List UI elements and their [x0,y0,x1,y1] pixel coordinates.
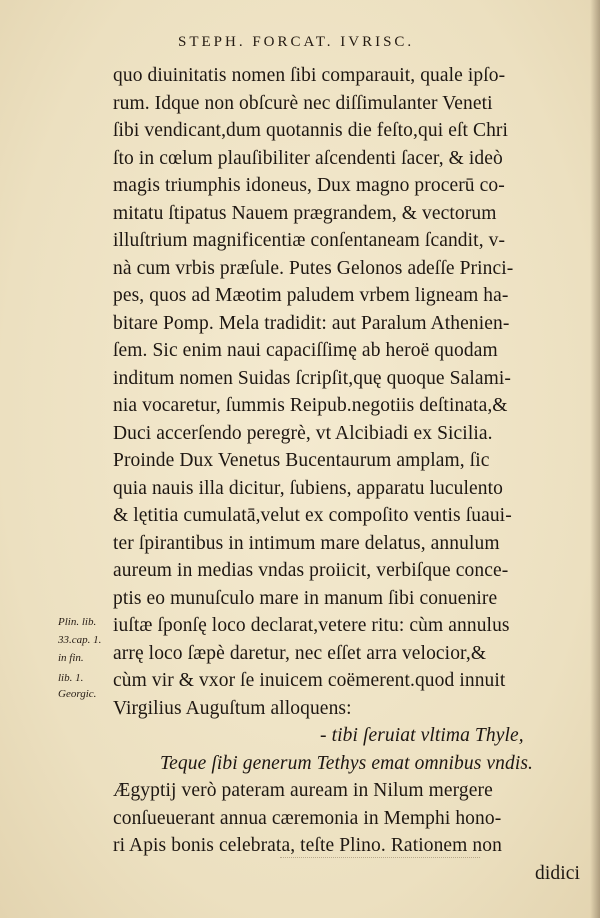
text-line: rum. Idque non obſcurè nec diſſimulanter Veneti [113,92,493,114]
text-line: aureum in medias vndas proiicit, verbiſque conce- [113,560,509,581]
text-line: magis triumphis idoneus, Dux magno procerū co- [113,175,505,196]
text-line: conſueuerant annua cæremonia in Memphi hono- [113,807,502,829]
verse-line: Teque ſibi generum Tethys emat omnibus vndis. [160,752,534,774]
text-line: inditum nomen Suidas ſcripſit,quę quoque Salami- [113,367,511,389]
margin-note-georg-2: Georgic. [58,688,97,700]
margin-note-plin-3: in fin. [58,652,84,664]
text-line: ſibi vendicant,dum quotannis die feſto,qui eſt Chri [113,120,509,141]
text-line: quo diuinitatis nomen ſibi comparauit, quale ipſo- [113,65,506,86]
margin-note-plin-1: Plin. lib. [58,616,97,628]
text-line: ſto in cœlum plauſibiliter aſcendenti ſacer, & ideò [113,147,503,169]
catchword: didici [534,862,580,884]
verse-line: - tibi ſeruiat vltima Thyle, [320,725,524,746]
running-head: STEPH. FORCAT. IVRISC. [178,34,415,50]
text-line: & lętitia cumulatā,velut ex compoſito ventis ſuaui- [113,505,512,526]
text-line: iuſtæ ſponſę loco declarat,vetere ritu: cùm annulus [113,615,510,636]
text-line: quia nauis illa dicitur, ſubiens, apparatu luculento [113,477,503,499]
margin-note-plin-2: 33.cap. 1. [58,634,102,646]
text-line: arrę loco ſæpè daretur, nec eſſet arra velocior,& [113,642,487,664]
text-line: ſem. Sic enim naui capaciſſimę ab heroë quodam [113,340,498,361]
text-line: mitatu ſtipatus Nauem prægrandem, & vectorum [113,202,497,224]
bottom-rule [280,857,480,858]
text-line: bitare Pomp. Mela tradidit: aut Paralum Athenien- [113,312,510,334]
text-line: Duci accerſendo peregrè, vt Alcibiadi ex Sicilia. [113,422,493,444]
text-line: ptis eo munuſculo mare in manum ſibi conuenire [113,587,498,609]
text-line: nà cum vrbis præſule. Putes Gelonos adeſſe Princi- [113,257,514,279]
text-line: nia vocaretur, ſummis Reipub.negotiis deſtinata,& [113,395,508,416]
text-line: ri Apis bonis celebrata, teſte Plino. Rationem non [113,835,502,856]
text-line: Proinde Dux Venetus Bucentaurum amplam, ſic [113,450,490,471]
text-line: cùm vir & vxor ſe inuicem coëmerent.quod innuit [113,670,506,691]
text-line: ter ſpirantibus in intimum mare delatus, annulum [113,532,500,554]
page-edge-shadow [590,0,600,918]
text-line: illuſtrium magnificentiæ conſentaneam ſcandit, v- [113,230,506,251]
text-line: Virgilius Auguſtum alloquens: [113,697,352,719]
margin-note-georg-1: lib. 1. [58,672,84,684]
text-line: pes, quos ad Mæotim paludem vrbem ligneam ha- [113,285,509,306]
text-line: Ægyptij verò pateram auream in Nilum mergere [113,780,493,801]
